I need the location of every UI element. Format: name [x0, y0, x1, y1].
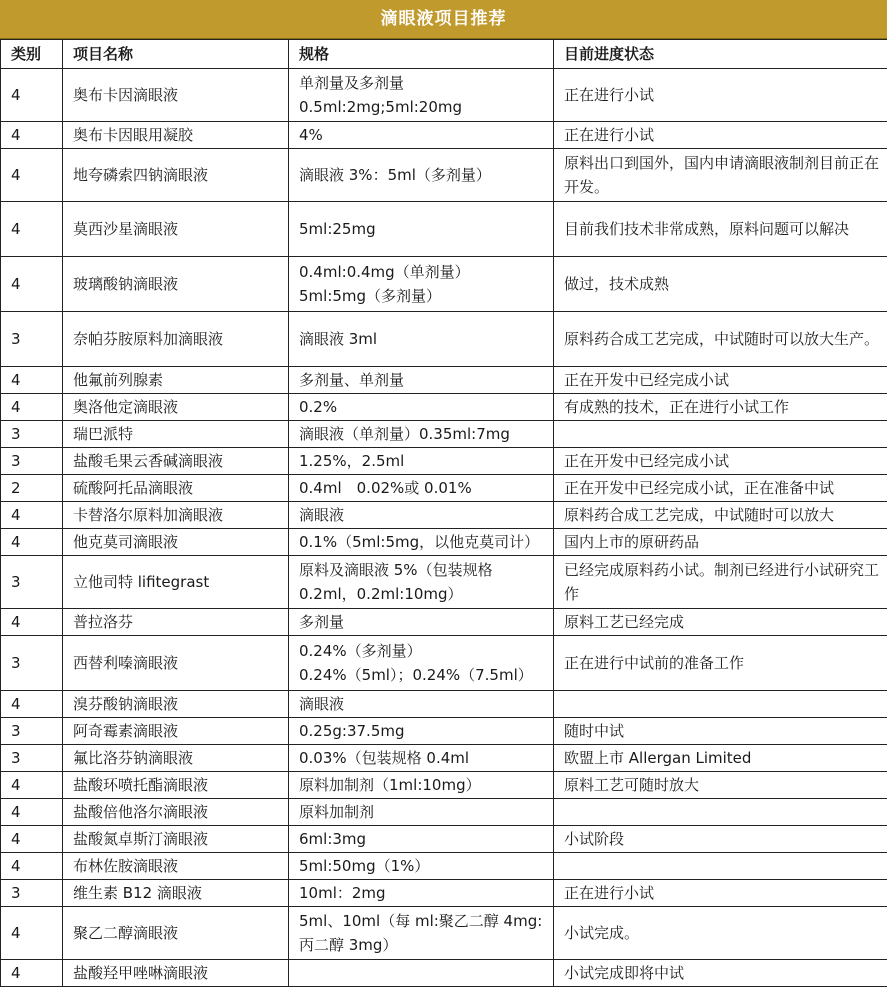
cell-category: 4: [1, 367, 63, 394]
cell-project-name: 奥布卡因滴眼液: [63, 69, 289, 122]
spec-line: 1.25%，2.5ml: [299, 452, 405, 470]
cell-project-name: 玻璃酸钠滴眼液: [63, 257, 289, 312]
table-row: [1, 122, 887, 149]
header-status: 目前进度状态: [554, 40, 887, 69]
cell-spec: [289, 880, 554, 907]
spec-line: 滴眼液（单剂量）0.35ml:7mg: [299, 425, 510, 443]
cell-category: 4: [1, 772, 63, 799]
cell-category: 4: [1, 257, 63, 312]
cell-project-name: 盐酸环喷托酯滴眼液: [63, 772, 289, 799]
cell-spec: [289, 772, 554, 799]
cell-category: 4: [1, 853, 63, 880]
spec-line: 滴眼液 3ml: [299, 330, 378, 348]
spec-line: 5ml:5mg（多剂量）: [299, 287, 442, 305]
cell-spec: [289, 312, 554, 367]
spec-line: 丙二醇 3mg）: [299, 936, 398, 954]
cell-status: [554, 799, 887, 826]
cell-status: 正在开发中已经完成小试，正在准备中试: [554, 475, 887, 502]
table-row: [1, 718, 887, 745]
spec-line: 0.24%（多剂量）: [299, 642, 422, 660]
cell-category: 4: [1, 799, 63, 826]
spec-line: 单剂量及多剂量: [299, 74, 405, 92]
cell-status: 已经完成原料药小试。制剂已经进行小试研究工作: [554, 556, 887, 609]
cell-spec: [289, 636, 554, 691]
cell-category: 3: [1, 556, 63, 609]
cell-project-name: 盐酸倍他洛尔滴眼液: [63, 799, 289, 826]
cell-category: 3: [1, 745, 63, 772]
cell-spec: [289, 960, 554, 987]
cell-spec: [289, 529, 554, 556]
cell-status: 做过，技术成熟: [554, 257, 887, 312]
cell-project-name: 氟比洛芬钠滴眼液: [63, 745, 289, 772]
cell-category: 2: [1, 475, 63, 502]
cell-status: 小试完成即将中试: [554, 960, 887, 987]
cell-status: 正在开发中已经完成小试: [554, 448, 887, 475]
table-row: [1, 149, 887, 202]
cell-spec: [289, 367, 554, 394]
cell-spec: [289, 718, 554, 745]
cell-status: [554, 853, 887, 880]
spec-line: 滴眼液 3%：5ml（多剂量）: [299, 166, 491, 184]
cell-spec: [289, 691, 554, 718]
cell-project-name: 西替利嗪滴眼液: [63, 636, 289, 691]
spec-line: 5ml:50mg（1%）: [299, 857, 430, 875]
header-category: 类别: [1, 40, 63, 69]
project-table: [0, 39, 887, 987]
cell-spec: [289, 149, 554, 202]
cell-project-name: 溴芬酸钠滴眼液: [63, 691, 289, 718]
spec-line: 原料及滴眼液 5%（包装规格: [299, 561, 493, 579]
cell-status: 有成熟的技术，正在进行小试工作: [554, 394, 887, 421]
cell-status: 欧盟上市 Allergan Limited: [554, 745, 887, 772]
cell-project-name: 普拉洛芬: [63, 609, 289, 636]
cell-spec: [289, 202, 554, 257]
header-row: [1, 40, 887, 69]
spec-line: 0.1%（5ml:5mg，以他克莫司计）: [299, 533, 540, 551]
cell-status: 正在进行小试: [554, 69, 887, 122]
cell-project-name: 聚乙二醇滴眼液: [63, 907, 289, 960]
cell-project-name: 布林佐胺滴眼液: [63, 853, 289, 880]
table-row: [1, 257, 887, 312]
cell-spec: [289, 448, 554, 475]
cell-status: [554, 421, 887, 448]
cell-status: 原料药合成工艺完成，中试随时可以放大: [554, 502, 887, 529]
table-row: [1, 826, 887, 853]
table-row: [1, 394, 887, 421]
spec-line: 0.2%: [299, 398, 338, 416]
table-row: [1, 367, 887, 394]
cell-category: 4: [1, 202, 63, 257]
cell-status: 随时中试: [554, 718, 887, 745]
cell-project-name: 阿奇霉素滴眼液: [63, 718, 289, 745]
cell-status: 目前我们技术非常成熟，原料问题可以解决: [554, 202, 887, 257]
cell-status: 小试阶段: [554, 826, 887, 853]
cell-spec: [289, 475, 554, 502]
cell-status: [554, 691, 887, 718]
spec-line: 5ml:25mg: [299, 220, 376, 238]
spec-line: 0.4ml 0.02%或 0.01%: [299, 479, 472, 497]
cell-status: 原料药合成工艺完成，中试随时可以放大生产。: [554, 312, 887, 367]
spec-line: 原料加制剂: [299, 803, 375, 821]
table-row: [1, 609, 887, 636]
cell-spec: [289, 394, 554, 421]
cell-project-name: 奥洛他定滴眼液: [63, 394, 289, 421]
cell-category: 3: [1, 448, 63, 475]
table-row: [1, 799, 887, 826]
cell-spec: [289, 907, 554, 960]
table-row: [1, 772, 887, 799]
cell-project-name: 维生素 B12 滴眼液: [63, 880, 289, 907]
cell-status: 原料工艺可随时放大: [554, 772, 887, 799]
cell-status: 正在进行小试: [554, 122, 887, 149]
cell-spec: [289, 556, 554, 609]
cell-spec: [289, 799, 554, 826]
cell-project-name: 立他司特 lifitegrast: [63, 556, 289, 609]
cell-category: 4: [1, 960, 63, 987]
table-title: 滴眼液项目推荐: [0, 0, 887, 39]
table-row: [1, 636, 887, 691]
cell-project-name: 地夸磷索四钠滴眼液: [63, 149, 289, 202]
spec-line: 多剂量、单剂量: [299, 371, 405, 389]
table-body: [1, 69, 887, 987]
spec-line: 多剂量: [299, 613, 345, 631]
cell-category: 4: [1, 907, 63, 960]
cell-project-name: 莫西沙星滴眼液: [63, 202, 289, 257]
cell-project-name: 盐酸羟甲唑啉滴眼液: [63, 960, 289, 987]
cell-category: 4: [1, 122, 63, 149]
table-row: [1, 69, 887, 122]
table-row: [1, 529, 887, 556]
cell-spec: [289, 69, 554, 122]
spec-line: 0.03%（包装规格 0.4ml: [299, 749, 470, 767]
table-row: [1, 907, 887, 960]
cell-project-name: 瑞巴派特: [63, 421, 289, 448]
cell-project-name: 他氟前列腺素: [63, 367, 289, 394]
cell-spec: [289, 609, 554, 636]
spec-line: 0.2ml，0.2ml:10mg）: [299, 585, 463, 603]
cell-status: 原料工艺已经完成: [554, 609, 887, 636]
table-row: [1, 556, 887, 609]
cell-category: 4: [1, 609, 63, 636]
cell-category: 4: [1, 529, 63, 556]
cell-project-name: 卡替洛尔原料加滴眼液: [63, 502, 289, 529]
cell-category: 4: [1, 826, 63, 853]
spec-line: 6ml:3mg: [299, 830, 367, 848]
header-spec: 规格: [289, 40, 554, 69]
cell-spec: [289, 257, 554, 312]
cell-category: 4: [1, 149, 63, 202]
cell-project-name: 奥布卡因眼用凝胶: [63, 122, 289, 149]
cell-spec: [289, 421, 554, 448]
spec-line: 10ml：2mg: [299, 884, 386, 902]
table-row: [1, 691, 887, 718]
cell-status: 正在开发中已经完成小试: [554, 367, 887, 394]
cell-project-name: 盐酸毛果云香碱滴眼液: [63, 448, 289, 475]
cell-status: 正在进行小试: [554, 880, 887, 907]
cell-spec: [289, 122, 554, 149]
cell-status: 小试完成。: [554, 907, 887, 960]
table-row: [1, 202, 887, 257]
spec-line: 0.25g:37.5mg: [299, 722, 405, 740]
table-row: [1, 853, 887, 880]
spec-line: 原料加制剂（1ml:10mg）: [299, 776, 481, 794]
spec-line: 滴眼液: [299, 506, 345, 524]
spec-line: 5ml、10ml（每 ml:聚乙二醇 4mg:: [299, 912, 543, 930]
table-row: [1, 475, 887, 502]
cell-category: 4: [1, 69, 63, 122]
cell-category: 4: [1, 502, 63, 529]
table-row: [1, 880, 887, 907]
cell-project-name: 他克莫司滴眼液: [63, 529, 289, 556]
cell-status: 国内上市的原研药品: [554, 529, 887, 556]
spec-line: 0.4ml:0.4mg（单剂量）: [299, 263, 470, 281]
header-project-name: 项目名称: [63, 40, 289, 69]
spec-line: 0.5ml:2mg;5ml:20mg: [299, 98, 463, 116]
cell-status: 原料出口到国外，国内申请滴眼液制剂目前正在开发。: [554, 149, 887, 202]
cell-spec: [289, 853, 554, 880]
cell-category: 4: [1, 691, 63, 718]
cell-project-name: 硫酸阿托品滴眼液: [63, 475, 289, 502]
table-row: [1, 421, 887, 448]
cell-category: 3: [1, 421, 63, 448]
cell-category: 4: [1, 394, 63, 421]
cell-category: 3: [1, 718, 63, 745]
table-row: [1, 960, 887, 987]
table-row: [1, 448, 887, 475]
spec-line: 滴眼液: [299, 695, 345, 713]
cell-project-name: 奈帕芬胺原料加滴眼液: [63, 312, 289, 367]
table-row: [1, 502, 887, 529]
cell-spec: [289, 502, 554, 529]
cell-category: 3: [1, 880, 63, 907]
cell-status: 正在进行中试前的准备工作: [554, 636, 887, 691]
cell-spec: [289, 826, 554, 853]
spec-line: 0.24%（5ml）；0.24%（7.5ml）: [299, 666, 533, 684]
cell-category: 3: [1, 312, 63, 367]
table-row: [1, 745, 887, 772]
cell-spec: [289, 745, 554, 772]
spec-line: 4%: [299, 126, 323, 144]
cell-category: 3: [1, 636, 63, 691]
cell-project-name: 盐酸氮卓斯汀滴眼液: [63, 826, 289, 853]
table-row: [1, 312, 887, 367]
